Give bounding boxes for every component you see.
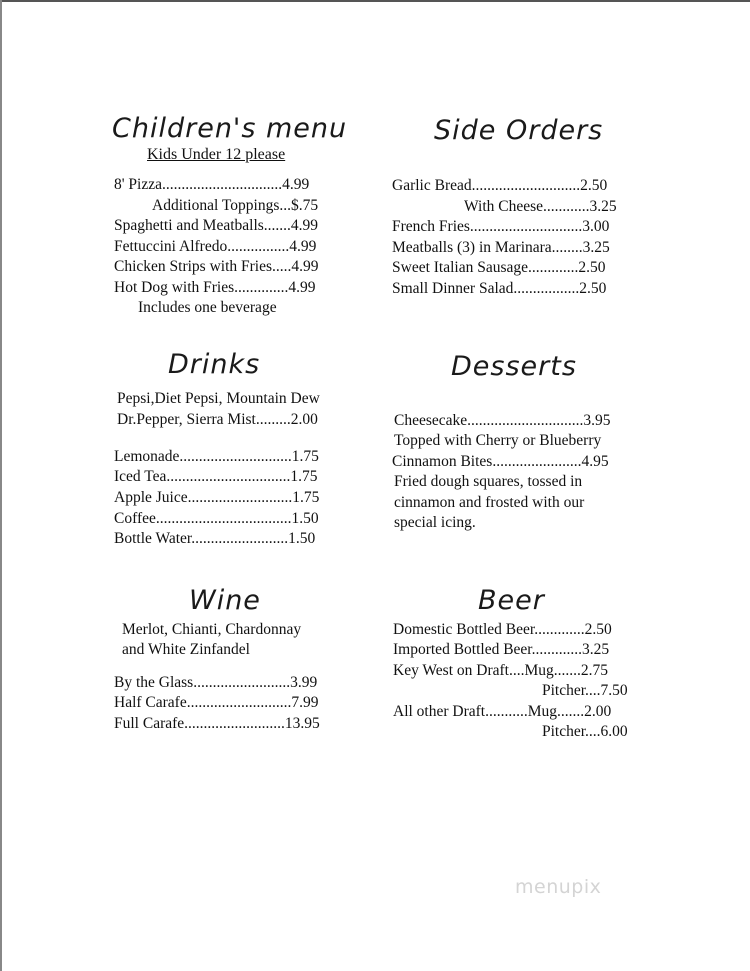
menu-note: Fried dough squares, tossed in [394,473,583,490]
menu-item: Pitcher....7.50 [542,682,628,699]
beer-title: Beer [478,585,545,616]
menu-item: French Fries.............................3.00 [392,218,610,235]
children-menu-title: Children's menu [112,113,348,144]
top-border [0,0,750,2]
menu-item: Cinnamon Bites.......................4.95 [392,453,609,470]
menu-item: 8' Pizza...............................4.99 [114,176,310,193]
menu-item: Small Dinner Salad.................2.50 [392,280,607,297]
menu-item: Bottle Water.........................1.50 [114,530,316,547]
menu-note: cinnamon and frosted with our [394,494,585,511]
menu-item: Coffee...................................1.50 [114,510,319,527]
menu-item: Full Carafe..........................13.95 [114,715,320,732]
menu-item: Hot Dog with Fries..............4.99 [114,279,316,296]
menu-note: special icing. [394,514,476,531]
menu-note: Topped with Cherry or Blueberry [394,432,602,449]
menu-note: Includes one beverage [138,299,277,316]
menu-item: Apple Juice...........................1.75 [114,489,320,506]
menu-item: By the Glass.........................3.99 [114,674,318,691]
menu-item: Pitcher....6.00 [542,723,628,740]
children-menu-subtitle: Kids Under 12 please [147,146,286,163]
menu-item: Imported Bottled Beer.............3.25 [393,641,610,658]
menu-item: Half Carafe...........................7.99 [114,694,319,711]
menu-item: Key West on Draft....Mug.......2.75 [393,662,609,679]
menu-item: Domestic Bottled Beer.............2.50 [393,621,612,638]
menu-item: Additional Toppings...$.75 [152,197,319,214]
menu-item: Meatballs (3) in Marinara........3.25 [392,239,610,256]
menupix-watermark: menupix [515,876,602,898]
menu-item: Spaghetti and Meatballs.......4.99 [114,217,319,234]
menu-item: Chicken Strips with Fries.....4.99 [114,258,319,275]
menu-item: Iced Tea................................1.75 [114,468,318,485]
menu-item: Cheesecake..............................3.95 [394,412,611,429]
menu-note: and White Zinfandel [122,641,250,658]
drinks-title: Drinks [168,349,261,380]
menu-item: Sweet Italian Sausage.............2.50 [392,259,606,276]
left-border [0,0,2,971]
wine-title: Wine [189,585,261,616]
menu-item: Fettuccini Alfredo................4.99 [114,238,317,255]
side-orders-title: Side Orders [434,115,604,146]
menu-item: Lemonade.............................1.75 [114,448,319,465]
desserts-title: Desserts [451,351,577,382]
menu-item: Dr.Pepper, Sierra Mist.........2.00 [117,411,318,428]
menu-item: With Cheese............3.25 [464,198,617,215]
menu-item: Pepsi,Diet Pepsi, Mountain Dew [117,390,320,407]
menu-item: All other Draft...........Mug.......2.00 [393,703,612,720]
menu-item: Garlic Bread............................2.50 [392,177,608,194]
menu-note: Merlot, Chianti, Chardonnay [122,621,302,638]
